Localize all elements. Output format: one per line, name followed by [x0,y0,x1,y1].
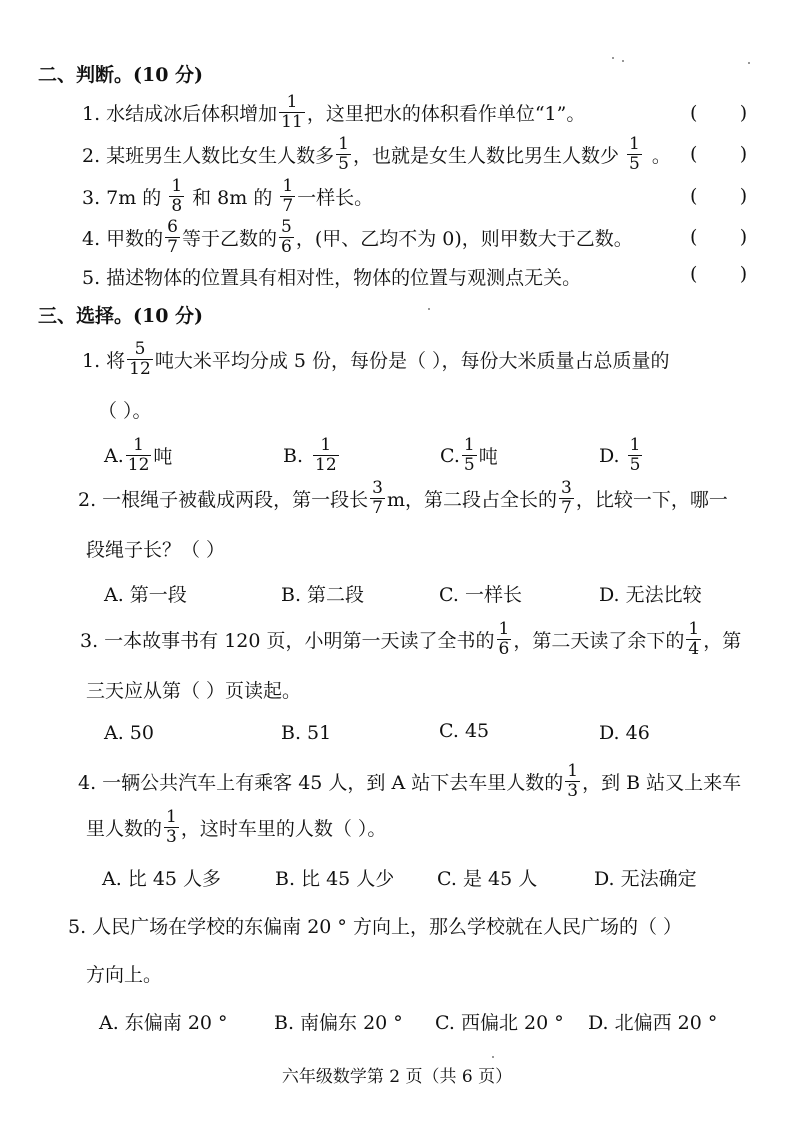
fraction: $\frac{5}{6}$ [281,217,292,257]
fraction: $\frac{1}{3}$ [166,807,177,847]
fraction: $\frac{3}{7}$ [561,478,572,518]
fraction: $\frac{1}{4}$ [688,619,700,659]
fraction: $\frac{1}{5}$ [629,435,641,475]
q5-option-d[interactable]: D. 北偏西 20 ° [588,1012,718,1034]
section-2-title: 二、判断。(10 分) [38,64,204,86]
judge-item-4: 4. 甲数的 $\frac{6}{7}$ 等于乙数的 $\frac{5}{6}$ ，(甲、乙均不为 0)，则甲数大于乙数。 [82,217,633,257]
choice-question-3-line2: 三天应从第（ ）页读起。 [86,680,302,702]
scan-speck [492,1056,494,1058]
choice-question-2-line2: 段绳子长？（ ） [86,539,226,561]
answer-paren-3[interactable]: ( ) [690,185,748,207]
section-3-title: 三、选择。(10 分) [38,305,204,327]
fraction: $\frac{1}{8}$ [171,176,183,216]
q1-option-b[interactable]: B. $\frac{1}{12}$ [283,435,337,475]
page-footer: 六年级数学第 2 页（共 6 页） [281,1067,513,1087]
judge-item-2: 2. 某班男生人数比女生人数多 $\frac{1}{5}$ ，也就是女生人数比男生人数少 $\frac{1}{5}$ 。 [82,134,671,174]
fraction: $\frac{5}{12}$ [129,339,151,379]
scan-speck [748,62,750,64]
q3-option-d[interactable]: D. 46 [599,722,650,744]
choice-question-1-line2: （ ）。 [98,400,152,422]
scan-speck [622,60,624,62]
q1-option-d[interactable]: D. $\frac{1}{5}$ [599,435,641,475]
q2-option-c[interactable]: C. 一样长 [439,584,522,606]
judge-item-3: 3. 7m 的 $\frac{1}{8}$ 和 8m 的 $\frac{1}{7}$ 一样长。 [82,176,374,216]
scan-speck [612,57,614,59]
q1-option-a[interactable]: A. $\frac{1}{12}$ 吨 [104,435,173,475]
judge-item-1: 1. 水结成冰后体积增加 $\frac{1}{11}$ ，这里把水的体积看作单位“1”。 [82,92,586,132]
q4-option-b[interactable]: B. 比 45 人少 [275,868,395,890]
fraction: $\frac{1}{3}$ [567,761,579,801]
answer-paren-4[interactable]: ( ) [690,226,748,248]
choice-question-4: 4. 一辆公共汽车上有乘客 45 人，到 A 站下去车里人数的 $\frac{1}{3}$ ，到 B 站又上来车 [78,761,742,801]
q2-option-d[interactable]: D. 无法比较 [599,584,702,606]
answer-paren-1[interactable]: ( ) [690,102,748,124]
answer-paren-5[interactable]: ( ) [690,263,748,285]
judge-item-5: 5. 描述物体的位置具有相对性，物体的位置与观测点无关。 [82,267,582,289]
q5-option-c[interactable]: C. 西偏北 20 ° [435,1012,564,1034]
fraction: $\frac{1}{5}$ [629,134,640,174]
q3-option-a[interactable]: A. 50 [104,722,154,744]
q3-option-c[interactable]: C. 45 [439,720,490,742]
q3-option-b[interactable]: B. 51 [281,722,332,744]
q4-option-d[interactable]: D. 无法确定 [594,868,697,890]
fraction: $\frac{1}{6}$ [498,619,510,659]
answer-paren-2[interactable]: ( ) [690,143,748,165]
choice-question-2: 2. 一根绳子被截成两段，第一段长 $\frac{3}{7}$ m，第二段占全长的 $\frac{3}{7}$ ，比较一下，哪一 [78,478,728,518]
fraction: $\frac{3}{7}$ [372,478,383,518]
q1-option-c[interactable]: C. $\frac{1}{5}$ 吨 [440,435,498,475]
choice-question-5-line2: 方向上。 [86,964,163,986]
q4-option-c[interactable]: C. 是 45 人 [437,868,538,890]
fraction: $\frac{1}{12}$ [315,435,337,475]
fraction: $\frac{1}{7}$ [282,176,294,216]
fraction: $\frac{1}{5}$ [338,134,349,174]
choice-question-1: 1. 将 $\frac{5}{12}$ 吨大米平均分成 5 份，每份是（ ），每份大米质量占总质量的 [82,339,670,379]
choice-question-4-line2: 里人数的 $\frac{1}{3}$ ，这时车里的人数（ ）。 [86,807,387,847]
choice-question-3: 3. 一本故事书有 120 页，小明第一天读了全书的 $\frac{1}{6}$ ，第二天读了余下的 $\frac{1}{4}$ ，第 [80,619,742,659]
fraction: $\frac{6}{7}$ [167,217,178,257]
choice-question-5: 5. 人民广场在学校的东偏南 20 ° 方向上，那么学校就在人民广场的（ ） [68,916,683,938]
scan-speck [428,308,430,310]
q2-option-b[interactable]: B. 第二段 [281,584,365,606]
fraction: $\frac{1}{5}$ [463,435,475,475]
q5-option-b[interactable]: B. 南偏东 20 ° [274,1012,403,1034]
fraction: $\frac{1}{12}$ [127,435,150,475]
q5-option-a[interactable]: A. 东偏南 20 ° [99,1012,228,1034]
fraction: $\frac{1}{11}$ [281,92,303,132]
q4-option-a[interactable]: A. 比 45 人多 [102,868,222,890]
q2-option-a[interactable]: A. 第一段 [104,584,187,606]
